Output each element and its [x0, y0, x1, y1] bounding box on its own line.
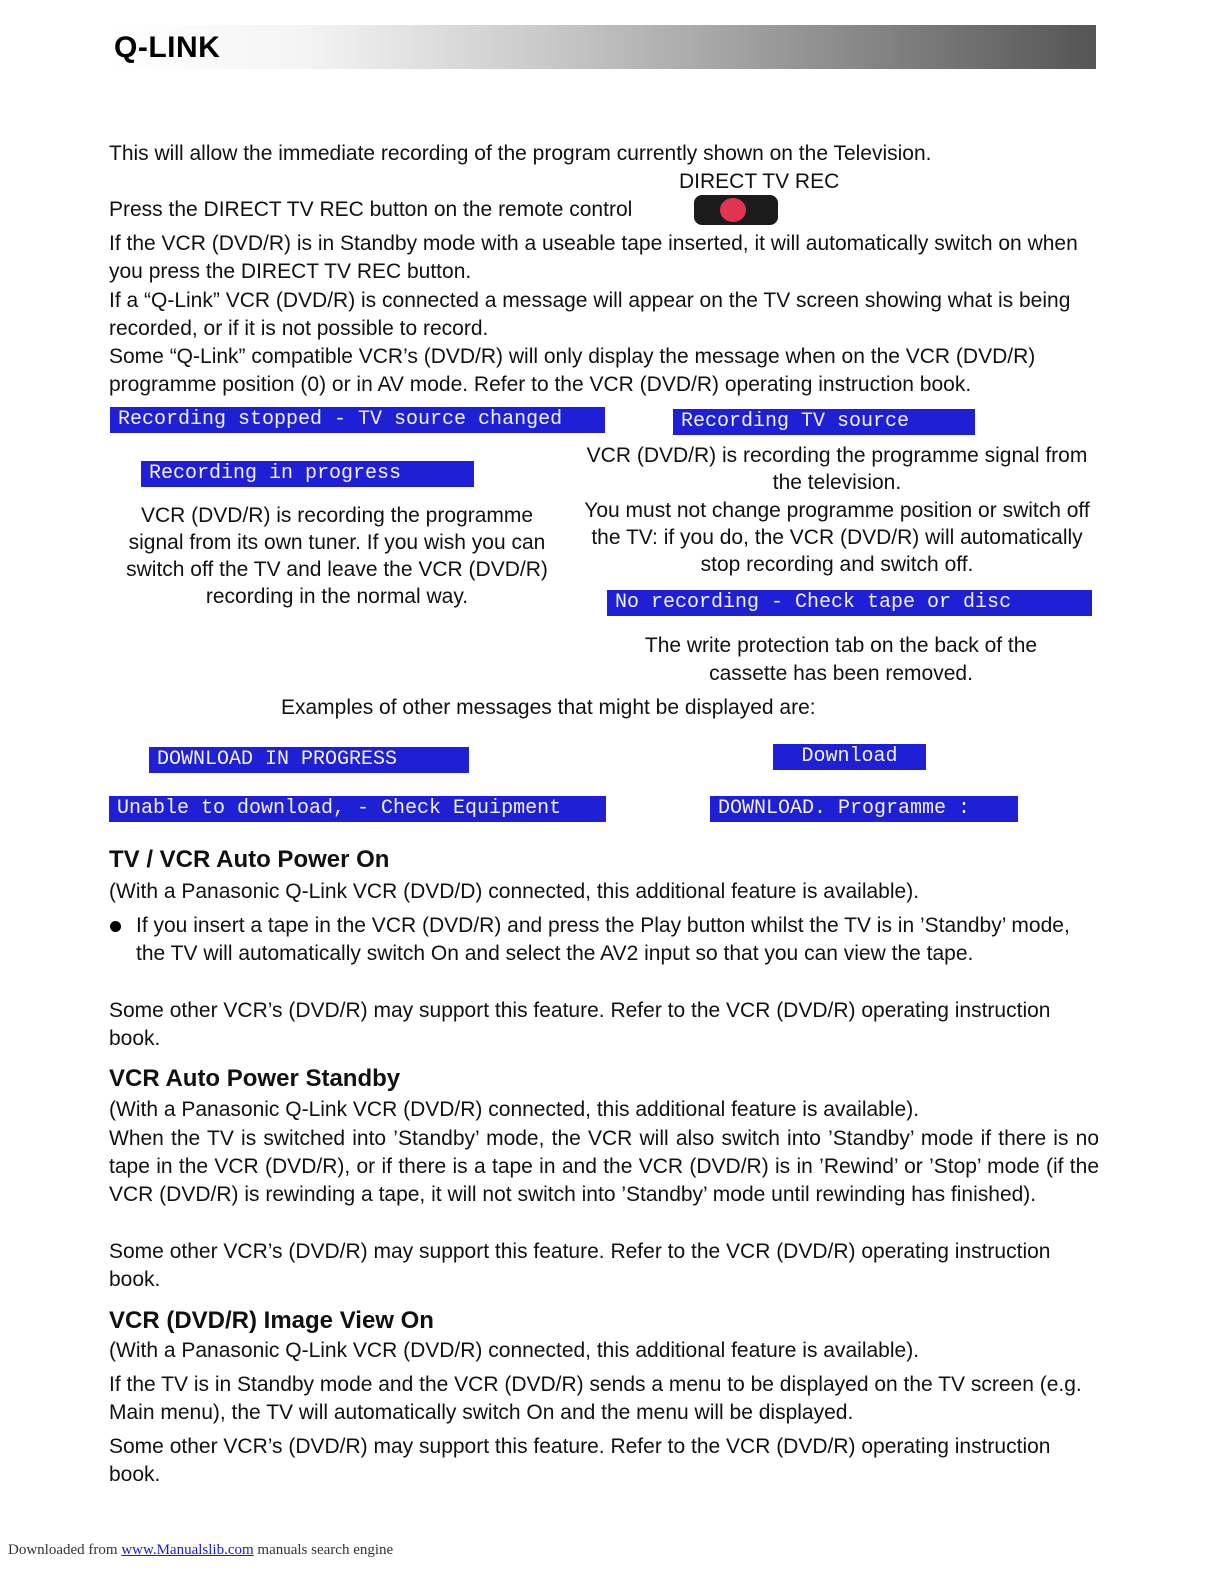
in-progress-description: VCR (DVD/R) is recording the programme signal from its own tuner. If you wish you can switch off the TV and leave the VCR (DVD/R) recording in the normal way.	[126, 504, 548, 608]
no-recording-description: The write protection tab on the back of the cassette has been removed.	[644, 634, 1038, 685]
bullet-icon	[110, 921, 121, 932]
section1-bullet-text: If you insert a tape in the VCR (DVD/R) and press the Play button whilst the TV is in ’Standby’ mode, the TV will automatically switch On and select the AV2 input so that you can view the tape.	[136, 914, 1070, 965]
remote-button-caption: DIRECT TV REC	[679, 170, 840, 193]
footer-suffix: manuals search engine	[257, 1542, 394, 1558]
section1-note: Some other VCR’s (DVD/R) may support this feature. Refer to the VCR (DVD/R) operating instruction book.	[109, 999, 1051, 1050]
heading-tv-vcr-auto-power-on: TV / VCR Auto Power On	[109, 846, 390, 873]
osd-download: Download	[773, 744, 926, 770]
footer-prefix: Downloaded from	[8, 1542, 118, 1558]
intro-line: This will allow the immediate recording of the program currently shown on the Television.	[109, 142, 932, 165]
examples-intro: Examples of other messages that might be displayed are:	[281, 696, 816, 719]
tv-source-description: VCR (DVD/R) is recording the programme signal from the television.	[586, 444, 1088, 494]
osd-unable-to-download: Unable to download, - Check Equipment	[109, 796, 606, 822]
osd-recording-in-progress: Recording in progress	[141, 461, 474, 487]
osd-download-programme: DOWNLOAD. Programme :	[710, 796, 1018, 822]
section1-subtitle: (With a Panasonic Q-Link VCR (DVD/D) connected, this additional feature is available).	[109, 880, 920, 903]
section2-subtitle: (With a Panasonic Q-Link VCR (DVD/R) connected, this additional feature is available).	[109, 1098, 920, 1121]
osd-no-recording: No recording - Check tape or disc	[607, 590, 1092, 616]
direct-tv-rec-button-icon	[694, 195, 778, 225]
section2-body: When the TV is switched into ’Standby’ mode, the VCR will also switch into ’Standby’ mode if there is no tape in the VCR (DVD/R), or if there is a tape in and the VCR (DVD/R) is in ’Rewind’ or ’Stop’ mode (if the VCR (DVD/R) is rewinding a tape, it will not switch into ’Standby’ mode until rewinding has finished).	[109, 1127, 1099, 1206]
osd-download-in-progress: DOWNLOAD IN PROGRESS	[149, 747, 469, 773]
section3-subtitle: (With a Panasonic Q-Link VCR (DVD/R) connected, this additional feature is available).	[109, 1339, 920, 1362]
page-title: Q-LINK	[114, 31, 221, 64]
footer	[8, 1542, 393, 1559]
heading-vcr-auto-power-standby: VCR Auto Power Standby	[109, 1065, 401, 1092]
page-header-bar	[108, 25, 1096, 69]
tv-source-warning: You must not change programme position or switch off the TV: if you do, the VCR (DVD/R) will automatically stop recording and switch off.	[584, 499, 1090, 576]
intro-paragraph-qlink: If a “Q-Link” VCR (DVD/R) is connected a message will appear on the TV screen showing what is being recorded, or if it is not possible to record.	[109, 289, 1071, 340]
footer-link[interactable]: www.Manualslib.com	[121, 1542, 254, 1558]
heading-vcr-image-view-on: VCR (DVD/R) Image View On	[109, 1307, 434, 1334]
intro-paragraph-standby: If the VCR (DVD/R) is in Standby mode with a useable tape inserted, it will automatically switch on when you press the DIRECT TV REC button.	[109, 232, 1078, 283]
section3-note: Some other VCR’s (DVD/R) may support this feature. Refer to the VCR (DVD/R) operating instruction book.	[109, 1435, 1051, 1486]
press-instruction: Press the DIRECT TV REC button on the remote control	[109, 198, 633, 221]
section3-body: If the TV is in Standby mode and the VCR (DVD/R) sends a menu to be displayed on the TV screen (e.g. Main menu), the TV will automatically switch On and the menu will be displayed.	[109, 1373, 1082, 1424]
section2-note: Some other VCR’s (DVD/R) may support this feature. Refer to the VCR (DVD/R) operating instruction book.	[109, 1240, 1051, 1291]
intro-paragraph-compatible: Some “Q-Link” compatible VCR’s (DVD/R) will only display the message when on the VCR (DVD/R) programme position (0) or in AV mode. Refer to the VCR (DVD/R) operating instruction book.	[109, 345, 1036, 396]
osd-recording-tv-source: Recording TV source	[673, 409, 975, 435]
osd-recording-stopped: Recording stopped - TV source changed	[110, 407, 605, 433]
record-dot-icon	[720, 198, 746, 222]
